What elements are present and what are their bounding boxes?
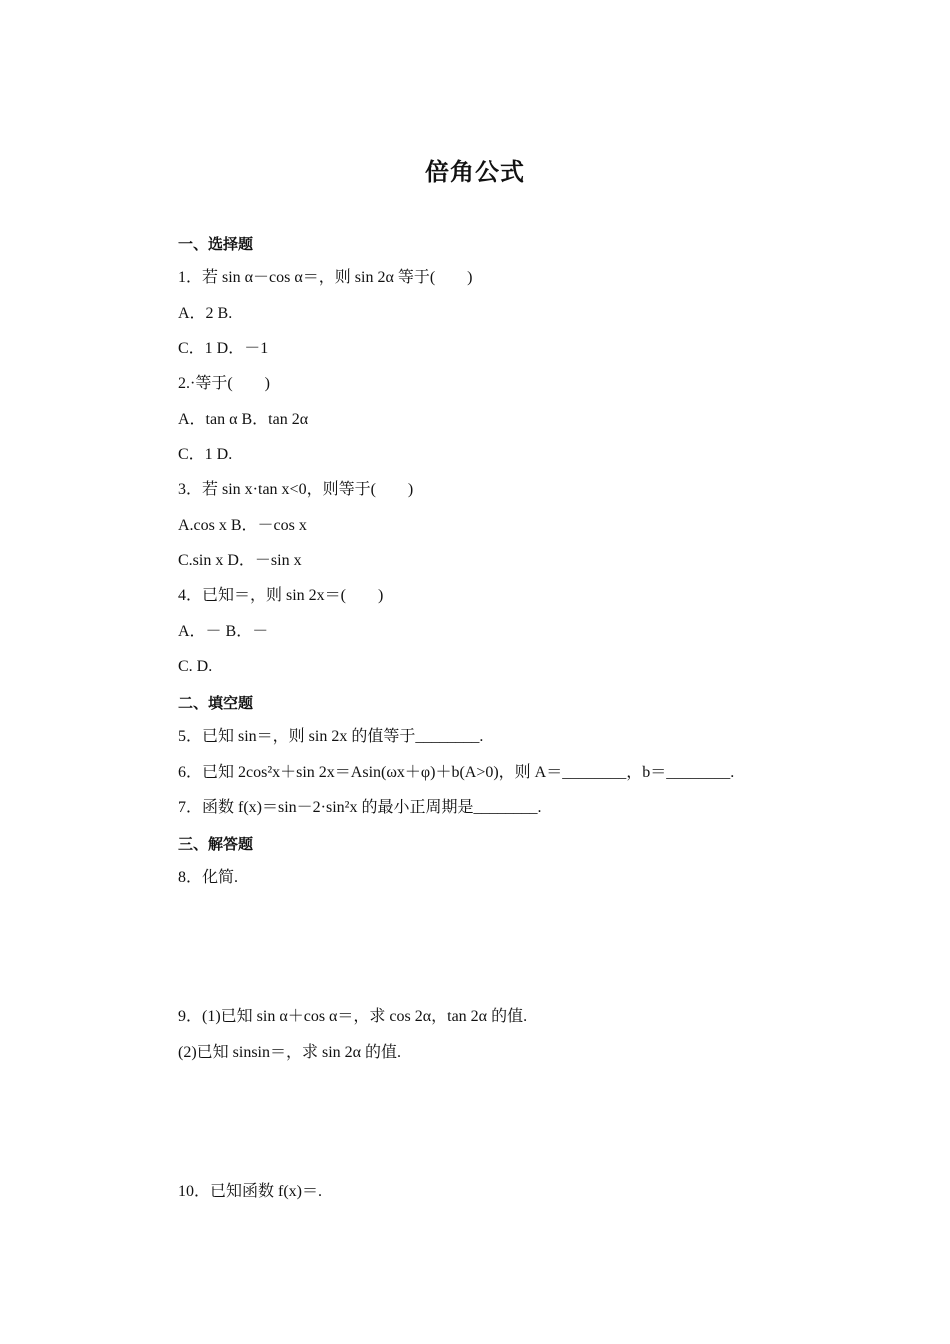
question-9-part-1: 9．(1)已知 sin α＋cos α＝，求 cos 2α，tan 2α 的值. <box>178 1008 528 1025</box>
question-2: 2.·等于( ) <box>178 375 270 392</box>
question-4: 4．已知＝，则 sin 2x＝( ) <box>178 587 384 604</box>
question-8: 8．化简. <box>178 869 239 886</box>
question-4-options-ab: A．－ B．－ <box>178 623 269 640</box>
question-6: 6．已知 2cos²x＋sin 2x＝Asin(ωx＋φ)＋b(A>0)，则 A＝________，b＝________. <box>178 764 735 781</box>
question-7: 7．函数 f(x)＝sin－2·sin²x 的最小正周期是________. <box>178 799 542 816</box>
question-2-options-ab: A．tan α B．tan 2α <box>178 411 309 428</box>
question-2-options-cd: C．1 D. <box>178 446 233 463</box>
question-1-options-cd: C．1 D．－1 <box>178 340 269 357</box>
question-5: 5．已知 sin＝，则 sin 2x 的值等于________. <box>178 728 484 745</box>
section-heading-answer: 三、解答题 <box>178 835 254 853</box>
question-4-options-cd: C. D. <box>178 658 213 675</box>
question-9-part-2: (2)已知 sinsin＝，求 sin 2α 的值. <box>178 1044 402 1061</box>
question-3: 3．若 sin x·tan x<0，则等于( ) <box>178 481 414 498</box>
section-heading-fill: 二、填空题 <box>178 694 254 712</box>
question-3-options-cd: C.sin x D．－sin x <box>178 552 302 569</box>
page-title: 倍角公式 <box>425 158 525 186</box>
section-heading-choice: 一、选择题 <box>178 235 254 253</box>
question-1: 1．若 sin α－cos α＝，则 sin 2α 等于( ) <box>178 269 473 286</box>
question-10: 10．已知函数 f(x)＝. <box>178 1183 322 1200</box>
question-3-options-ab: A.cos x B．－cos x <box>178 517 307 534</box>
question-1-options-ab: A．2 B. <box>178 305 233 322</box>
